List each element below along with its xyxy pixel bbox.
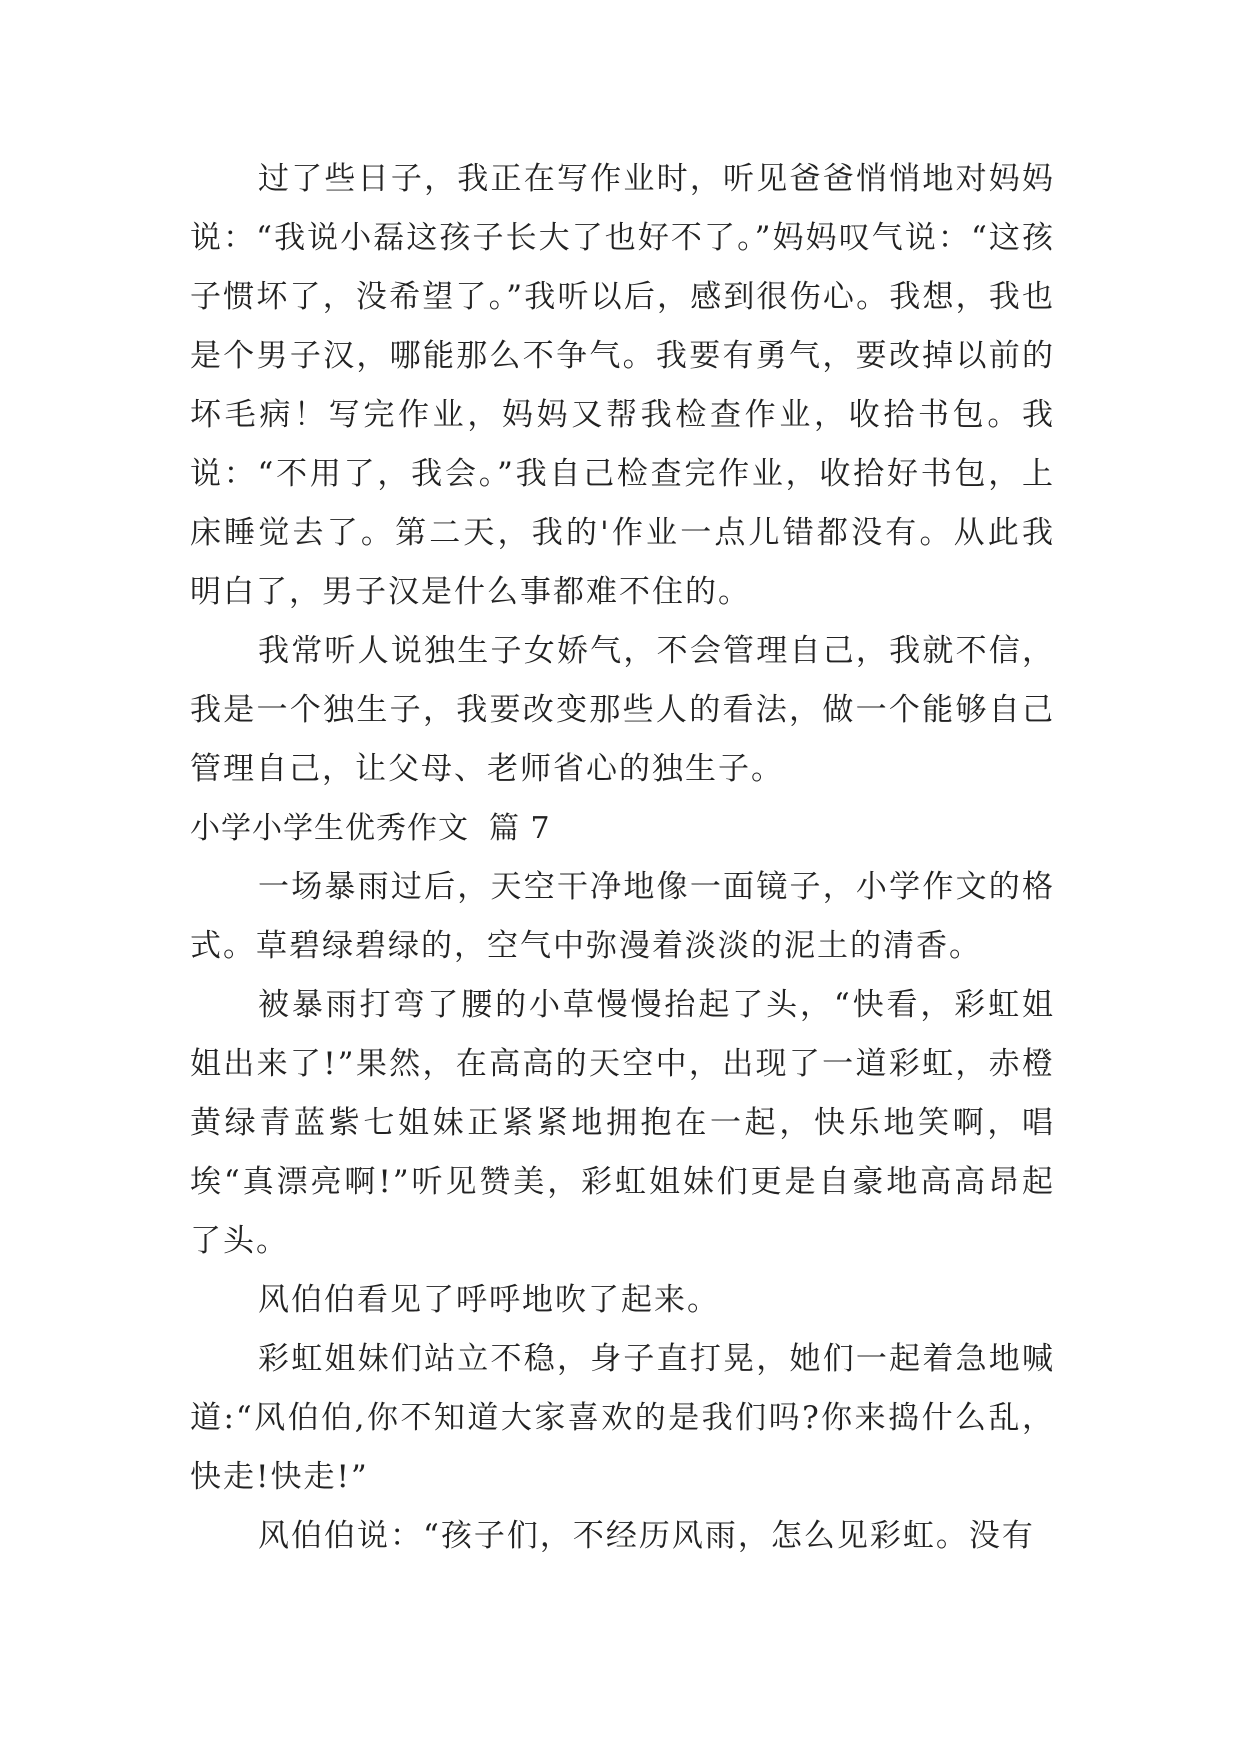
paragraph-rainbow-appears: 被暴雨打弯了腰的小草慢慢抬起了头，“快看，彩虹姐姐出来了!”果然，在高高的天空中，出现了一道彩虹，赤橙黄绿青蓝紫七姐妹正紧紧地拥抱在一起，快乐地笑啊，唱埃“真漂亮啊!”听见赞美，彩虹姐妹们更是自豪地高高昂起了头。 [190, 987, 1055, 1259]
paragraph-wind-replies: 风伯伯说：“孩子们，不经历风雨，怎么见彩虹。没有 [258, 1518, 1035, 1554]
essay-heading-label: 篇 7 [489, 811, 551, 846]
essay-heading [190, 799, 1055, 858]
paragraph-rainbow-complains: 彩虹姐妹们站立不稳，身子直打晃，她们一起着急地喊道:“风伯伯,你不知道大家喜欢的是我们吗?你来捣什么乱，快走!快走!” [190, 1341, 1055, 1495]
paragraph-only-child: 我常听人说独生子女娇气，不会管理自己，我就不信，我是一个独生子，我要改变那些人的看法，做一个能够自己管理自己，让父母、老师省心的独生子。 [190, 633, 1055, 787]
paragraph-wind-blows: 风伯伯看见了呼呼地吹了起来。 [258, 1282, 720, 1318]
paragraph-homework: 过了些日子，我正在写作业时，听见爸爸悄悄地对妈妈说：“我说小磊这孩子长大了也好不了。”妈妈叹气说：“这孩子惯坏了，没希望了。”我听以后，感到很伤心。我想，我也是个男子汉，哪能那么不争气。我要有勇气，要改掉以前的坏毛病！写完作业，妈妈又帮我检查作业，收拾书包。我说：“不用了，我会。”我自己检查完作业，收拾好书包，上床睡觉去了。第二天，我的'作业一点儿错都没有。从此我明白了，男子汉是什么事都难不住的。 [190, 161, 1055, 610]
essay-body [190, 150, 1055, 1566]
paragraph-after-rain: 一场暴雨过后，天空干净地像一面镜子，小学作文的格式。草碧绿碧绿的，空气中弥漫着淡淡的泥土的清香。 [190, 869, 1055, 964]
essay-heading-title: 小学小学生优秀作文 [190, 811, 469, 846]
